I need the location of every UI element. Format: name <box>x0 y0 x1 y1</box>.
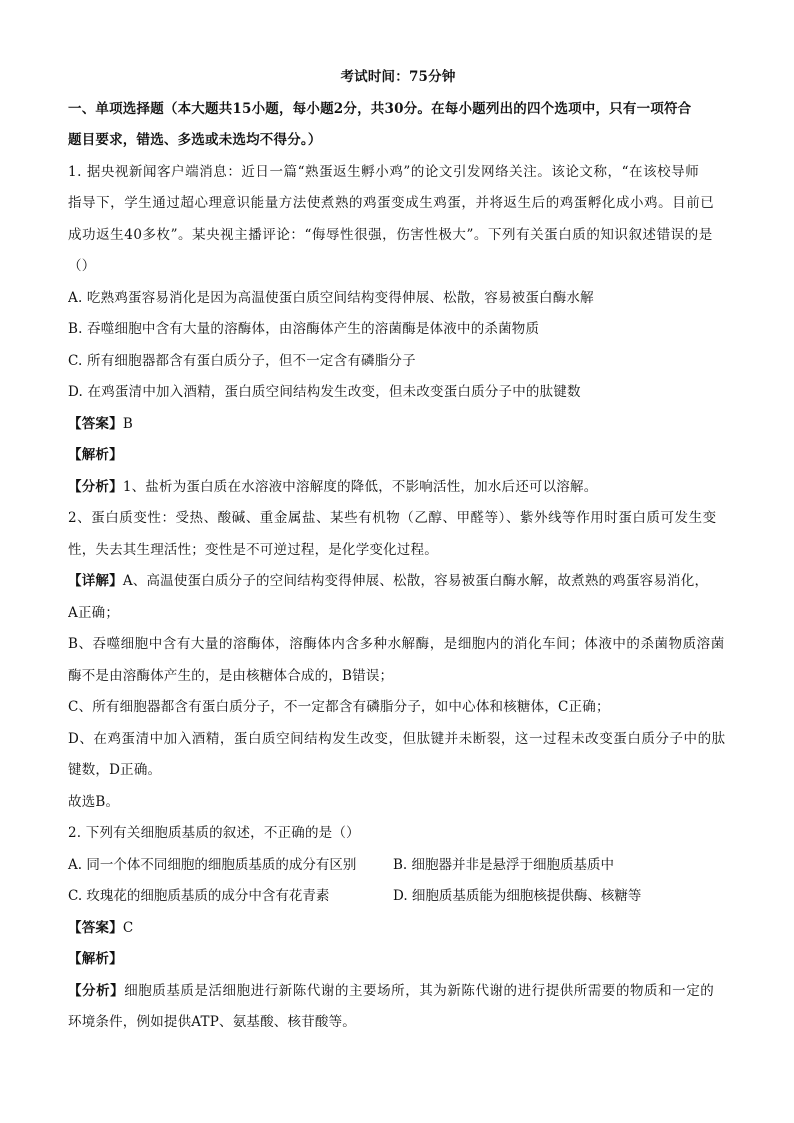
exam-time: 考试时间：75分钟 <box>340 69 456 85</box>
q1-stem-line2: 指导下，学生通过超心理意识能量方法使煮熟的鸡蛋变成生鸡蛋，并将返生后的鸡蛋孵化成小鸡。目前已 <box>68 195 715 211</box>
q2-analysis-tag: 【解析】 <box>68 951 123 967</box>
q1-option-b: B. 吞噬细胞中含有大量的溶酶体，由溶酶体产生的溶菌酶是体液中的杀菌物质 <box>68 321 540 337</box>
q1-fenxi-line3: 性，失去其生理活性；变性是不可逆过程，是化学变化过程。 <box>68 541 438 558</box>
q1-option-a: A. 吃熟鸡蛋容易消化是因为高温使蛋白质空间结构变得伸展、松散，容易被蛋白酶水解 <box>68 289 594 306</box>
fenxi-tag: 【分析】 <box>68 478 123 495</box>
q2-options-row2 <box>68 881 728 913</box>
q1-xiangjie-a-line2: A正确； <box>68 604 120 621</box>
q1-xiangjie-c-line1: C、所有细胞器都含有蛋白质分子，不一定都含有磷脂分子，如中心体和核糖体，C正确； <box>68 699 610 715</box>
fenxi-text: 细胞质基质是活细胞进行新陈代谢的主要场所，其为新陈代谢的进行提供所需要的物质和一定的 <box>124 982 715 999</box>
q1-stem-line3: 成功返生40多枚”。某央视主播评论：“侮辱性很强，伤害性极大”。下列有关蛋白质的知识叙述错误的是 <box>68 226 713 243</box>
q1-option-c: C. 所有细胞器都含有蛋白质分子，但不一定含有磷脂分子 <box>68 352 416 369</box>
q1-stem-line4: （） <box>68 258 96 274</box>
section-heading-line1: 一、单项选择题（本大题共15小题，每小题2分，共30分。在每小题列出的四个选项中，只有一项符合 <box>68 100 692 117</box>
q1-conclusion: 故选B。 <box>68 793 120 810</box>
q1-fenxi-line1 <box>68 472 728 504</box>
answer-value: C <box>122 919 134 936</box>
xiangjie-text: A、高温使蛋白质分子的空间结构变得伸展、松散，容易被蛋白酶水解，故煮熟的鸡蛋容易消化， <box>122 573 709 589</box>
answer-value: B <box>122 415 133 432</box>
q1-xiangjie-b-line1: B、吞噬细胞中含有大量的溶酶体，溶酶体内含多种水解酶，是细胞内的消化车间；体液中的杀菌物质溶菌 <box>68 636 725 652</box>
document-page <box>68 62 728 1039</box>
q2-option-c: C. 玫瑰花的细胞质基质的成分中含有花青素 <box>68 888 330 904</box>
q1-xiangjie-d-line2: 键数，D正确。 <box>68 762 162 778</box>
q2-fenxi-line1 <box>68 976 728 1008</box>
answer-tag: 【答案】 <box>68 919 123 936</box>
q1-analysis-tag: 【解析】 <box>68 447 123 463</box>
q1-fenxi-line2: 2、蛋白质变性：受热、酸碱、重金属盐、某些有机物（乙醇、甲醛等）、紫外线等作用时蛋白质可发生变 <box>68 510 717 526</box>
q2-fenxi-line2: 环境条件，例如提供ATP、氨基酸、核苷酸等。 <box>68 1014 356 1030</box>
section-heading-line2: 题目要求，错选、多选或未选均不得分。） <box>68 132 322 148</box>
q1-xiangjie-d-line1: D、在鸡蛋清中加入酒精，蛋白质空间结构发生改变，但肽键并未断裂，这一过程未改变蛋白质分子中的肽 <box>68 730 726 747</box>
q2-option-b: B. 细胞器并非是悬浮于细胞质基质中 <box>393 856 615 873</box>
q1-stem-line1: 1. 据央视新闻客户端消息：近日一篇“熟蛋返生孵小鸡”的论文引发网络关注。该论文称，“在该校导师 <box>68 163 700 180</box>
q1-xiangjie-a-line1 <box>68 566 728 598</box>
q1-answer <box>68 409 728 441</box>
q1-xiangjie-b-line2: 酶不是由溶酶体产生的，是由核糖体合成的，B错误； <box>68 667 394 684</box>
question-1 <box>68 157 728 819</box>
q2-option-d: D. 细胞质基质能为细胞核提供酶、核糖等 <box>393 888 642 904</box>
answer-tag: 【答案】 <box>68 415 123 432</box>
question-2 <box>68 818 728 1039</box>
xiangjie-tag: 【详解】 <box>68 573 123 589</box>
q2-stem: 2. 下列有关细胞质基质的叙述，不正确的是（） <box>68 825 360 841</box>
fenxi-text: 1、盐析为蛋白质在水溶液中溶解度的降低，不影响活性，加水后还可以溶解。 <box>122 478 598 495</box>
q2-options-row1 <box>68 850 728 882</box>
fenxi-tag: 【分析】 <box>68 982 125 999</box>
q1-option-d: D. 在鸡蛋清中加入酒精，蛋白质空间结构发生改变，但未改变蛋白质分子中的肽键数 <box>68 384 581 400</box>
q2-answer <box>68 913 728 945</box>
q2-option-a: A. 同一个体不同细胞的细胞质基质的成分有区别 <box>68 856 357 873</box>
